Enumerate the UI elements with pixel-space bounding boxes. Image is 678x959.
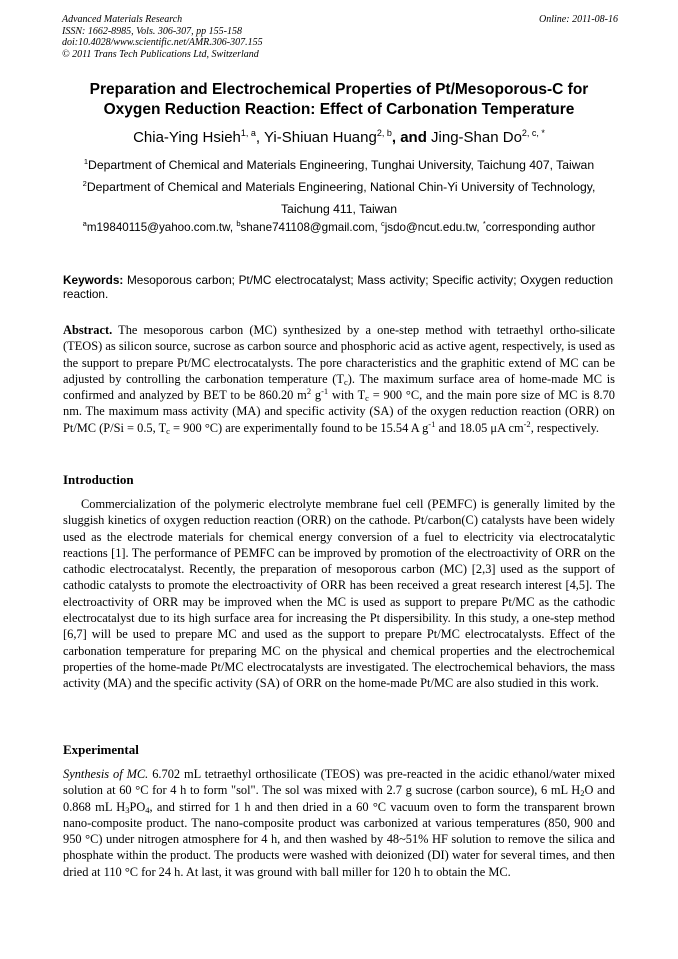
experimental-heading: Experimental [63,742,139,757]
title-line-2: Oxygen Reduction Reaction: Effect of Carbonation Temperature [103,101,575,118]
paper-title [50,80,628,120]
introduction-body: Commercialization of the polymeric electrolyte membrane fuel cell (PEMFC) is generally limited by the sluggish kinetics of oxygen reduction reaction (ORR) on the cathode. Pt/carbon(C) catalysts have been widely used as the electrode materials for chemical energy conversion of a fuel to electricity via electrocatalytic reactions [1]. The performance of PEMFC can be improved by promotion of the electroactivity of ORR on the cathodic electrocatalyst. Recently, the preparation of mesoporous carbon (MC) [2,3] used as the support of cathodic catalysts to promote the electroactivity of ORR has been received a great research interest [4,5]. The electroactivity of ORR may be improved when the MC is used as support to prepare Pt/MC as the cathodic electrocatalyst due to its high surface area for increasing the Pt dispersibility. In this study, a one-step method [6,7] will be used to prepare MC and used as the support to prepare Pt/MC electrocatalysts. Effect of the carbonation temperature for preparing MC on the physical and chemical properties and the electrochemical properties of the home-made Pt/MC electrocatalysts are investigated. The electrochemical behaviors, the mass activity (MA) and the specific activity (SA) of ORR on the home-made Pt/MC are also studied in this work. [63,497,615,691]
corresponding-author-note: corresponding author [485,221,596,234]
experimental-text-3: PO [129,799,146,814]
abstract-sup-m2: -2 [523,418,531,429]
email-a: m19840115@yahoo.com.tw, [86,221,237,234]
abstract-sub-c1: c [344,376,348,387]
affiliation-2-text: Department of Chemical and Materials Engineering, National Chin-Yi University of Technology, [86,180,596,194]
abstract-text-2: ). The maximum surface area of home-made MC is confirmed and analyzed by BET to be 860.20 m [63,371,616,403]
experimental-text-2: O and 0.868 mL H [63,783,615,814]
abstract-sup-2: 2 [306,386,312,397]
experimental-sub-3: 3 [125,804,130,815]
email-b-sup: b [236,219,241,228]
experimental-text-1: 6.702 mL tetraethyl orthosilicate (TEOS) was pre-reacted in the acidic ethanol/water mixed solution at 60 °C for 4 h to form "sol". The sol was mixed with 2.7 g sucrose (carbon source), 6 mL H [63,767,615,798]
online-date: Online: 2011-08-16 [539,14,618,25]
journal-issn: ISSN: 1662-8985, Vols. 306-307, pp 155-158 [62,25,242,37]
abstract-text-3: g [311,388,322,403]
journal-doi: doi:10.4028/www.scientific.net/AMR.306-307.155 [62,37,263,48]
affiliation-1-text: Department of Chemical and Materials Engineering, Tunghai University, Taichung 407, Taiwan [88,158,595,172]
affiliation-1 [56,155,622,175]
affiliation-1-sup: 1 [83,157,89,166]
affiliation-2-sup: 2 [82,179,87,188]
experimental-sub-4: 4 [145,804,150,815]
author-2-sup: 2, b [376,128,392,138]
author-emails [70,221,608,235]
abstract-text-4: with T [328,388,366,403]
journal-header [62,14,618,60]
introduction-heading: Introduction [63,472,134,487]
author-1-sup: 1, a [240,128,256,138]
author-sep-2: , and [391,129,432,146]
author-3-sup: 2, c, * [521,128,545,138]
journal-copyright: © 2011 Trans Tech Publications Ltd, Switzerland [62,48,259,60]
abstract-sub-c3: c [166,425,170,436]
affiliation-2-line-2: Taichung 411, Taiwan [280,202,398,216]
email-c-sup: c [380,219,385,228]
experimental-subheading: Synthesis of MC. [63,767,149,781]
abstract [63,322,615,436]
affiliation-2 [56,177,622,219]
experimental-sub-2: 2 [580,788,585,799]
abstract-text-5: = 900 °C, and the main pore size of MC is 8.70 nm. The maximum mass activity (MA) and specific activity (SA) of the oxygen reduction reaction (ORR) on Pt/MC (P/Si = 0.5, T [63,388,615,435]
experimental-text-4: , and stirred for 1 h and then dried in a 60 °C vacuum oven to form the transparent brown nano-composite product. The nano-composite product was carbonized at various temperatures (850, 900 and 950 °C) under nitrogen atmosphere for 4 h, and then washed by 48~51% HF solution to remove the silica and phosphate within the product. The products were washed with deionized (DI) water for several times, and then dried at 110 °C for 24 h. At last, it was ground with ball miller for 120 h to obtain the MC. [63,799,616,879]
keywords-text: Mesoporous carbon; Pt/MC electrocatalyst; Mass activity; Specific activity; Oxygen reduction reaction. [63,273,613,301]
corresponding-sup: * [482,219,486,228]
abstract-text-1: The mesoporous carbon (MC) synthesized by a one-step method with tetraethyl ortho-silicate (TEOS) as silicon source, sucrose as carbon source and phosphoric acid as active agent, respectively, is used as the support to prepare Pt/MC electrocatalysts. The pore characteristics and the graphitic extend of MC can be adjusted by controlling the carbonation temperature (T [63,323,615,386]
abstract-sup-m1b: -1 [428,418,436,429]
author-sep-1: , [255,129,264,146]
author-1: Chia-Ying Hsieh [133,129,241,146]
abstract-text-7: and 18.05 μA cm [435,420,524,435]
keywords-label: Keywords: [63,273,124,287]
keywords [63,273,613,301]
journal-name: Advanced Materials Research [62,14,183,25]
abstract-text-8: , respectively. [530,420,600,435]
email-a-sup: a [82,219,87,228]
abstract-sub-c2: c [365,393,369,404]
experimental-body [63,766,615,880]
author-list [50,128,628,148]
abstract-sup-m1a: -1 [321,386,329,397]
abstract-text-6: = 900 °C) are experimentally found to be 15.54 A g [169,420,429,435]
email-b: shane741108@gmail.com, [240,221,381,234]
abstract-label: Abstract. [63,323,113,337]
author-3: Jing-Shan Do [431,129,522,146]
title-line-1: Preparation and Electrochemical Properties of Pt/Mesoporous-C for [89,81,589,98]
email-c: jsdo@ncut.edu.tw, [384,221,483,234]
author-2: Yi-Shiuan Huang [263,129,377,146]
